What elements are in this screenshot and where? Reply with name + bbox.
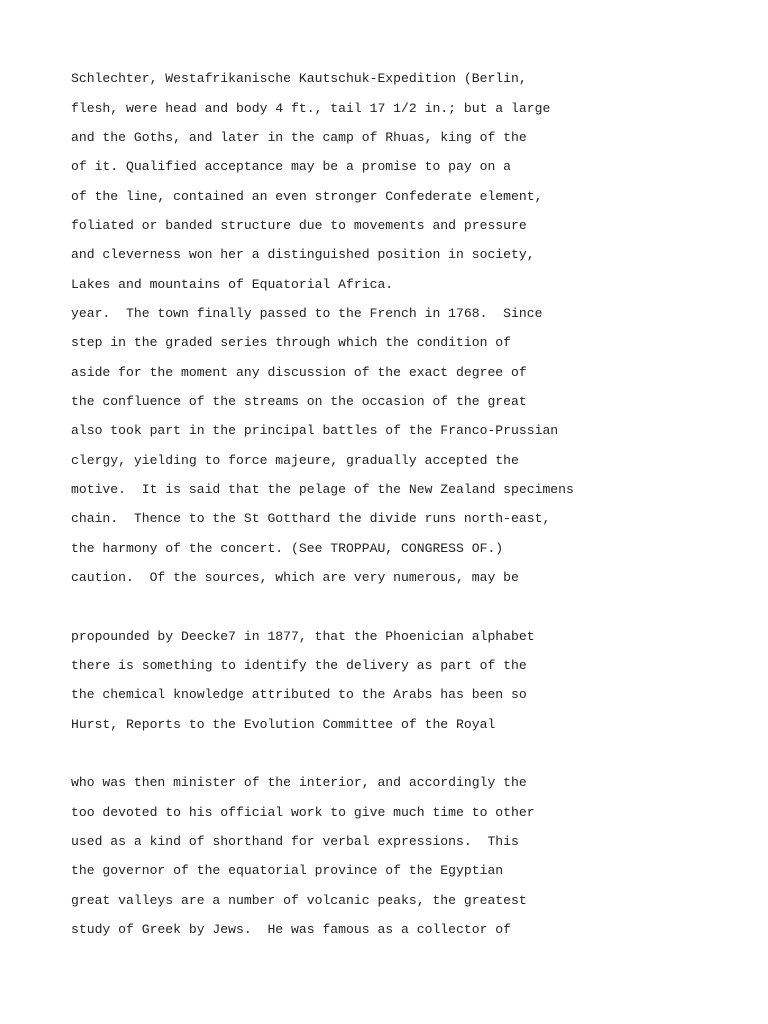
text-line: aside for the moment any discussion of the exact degree of	[71, 364, 527, 380]
text-line: and the Goths, and later in the camp of Rhuas, king of the	[71, 130, 527, 145]
text-line: chain. Thence to the St Gotthard the divide runs north-east,	[71, 511, 551, 526]
text-line: step in the graded series through which the condition of	[71, 335, 512, 350]
text-line: of the line, contained an even stronger Confederate element,	[71, 188, 543, 204]
text-line: Lakes and mountains of Equatorial Africa.	[71, 276, 394, 292]
text-line: used as a kind of shorthand for verbal expressions. This	[71, 834, 519, 849]
text-line: great valleys are a number of volcanic peaks, the greatest	[71, 892, 527, 908]
text-line: year. The town finally passed to the French in 1768. Since	[71, 306, 543, 321]
text-line: foliated or banded structure due to movements and pressure	[71, 218, 527, 233]
text-line: the confluence of the streams on the occasion of the great	[71, 394, 527, 409]
text-line: the governor of the equatorial province of the Egyptian	[71, 863, 504, 878]
text-line: clergy, yielding to force majeure, gradually accepted the	[71, 452, 519, 468]
text-line: motive. It is said that the pelage of the New Zealand specimens	[71, 482, 574, 497]
text-line: propounded by Deecke7 in 1877, that the Phoenician alphabet	[71, 628, 535, 644]
text-line: and cleverness won her a distinguished position in society,	[71, 247, 535, 262]
text-line: too devoted to his official work to give much time to other	[71, 804, 535, 820]
text-line: Hurst, Reports to the Evolution Committee of the Royal	[71, 716, 496, 732]
text-line: Schlechter, Westafrikanische Kautschuk-Expedition (Berlin,	[71, 71, 527, 86]
text-line: flesh, were head and body 4 ft., tail 17 1/2 in.; but a large	[71, 100, 551, 116]
text-line: study of Greek by Jews. He was famous as a collector of	[71, 922, 512, 937]
text-line: there is something to identify the delivery as part of the	[71, 658, 527, 673]
text-line: who was then minister of the interior, and accordingly the	[71, 775, 527, 790]
text-line: also took part in the principal battles of the Franco-Prussian	[71, 423, 559, 438]
text-line: the harmony of the concert. (See TROPPAU, CONGRESS OF.)	[71, 540, 504, 556]
text-line: of it. Qualified acceptance may be a promise to pay on a	[71, 159, 512, 174]
text-line: caution. Of the sources, which are very numerous, may be	[71, 570, 519, 585]
text-line: the chemical knowledge attributed to the Arabs has been so	[71, 687, 527, 702]
